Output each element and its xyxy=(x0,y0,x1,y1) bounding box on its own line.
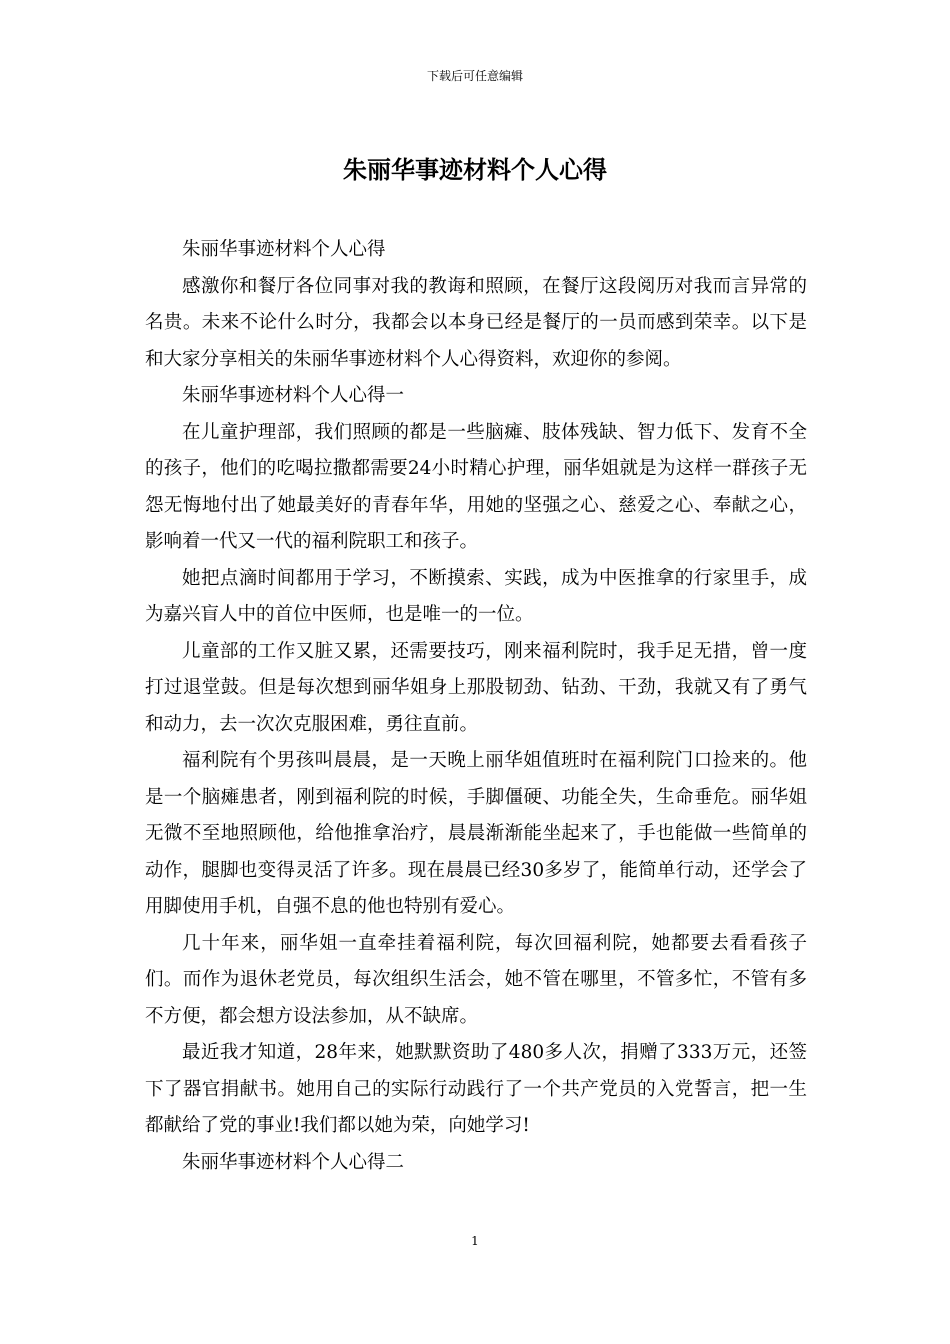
paragraph: 在儿童护理部，我们照顾的都是一些脑瘫、肢体残缺、智力低下、发育不全的孩子，他们的吃喝拉撒都需要24小时精心护理，丽华姐就是为这样一群孩子无怨无悔地付出了她最美好的青春年华，用她的坚强之心、慈爱之心、奉献之心，影响着一代又一代的福利院职工和孩子。 xyxy=(145,421,807,552)
document-title: 朱丽华事迹材料个人心得 xyxy=(343,155,607,184)
paragraph: 她把点滴时间都用于学习，不断摸索、实践，成为中医推拿的行家里手，成为嘉兴盲人中的首位中医师，也是唯一的一位。 xyxy=(145,567,807,625)
paragraph-intro-heading: 朱丽华事迹材料个人心得 xyxy=(182,239,386,260)
paragraph-intro: 感激你和餐厅各位同事对我的教诲和照顾，在餐厅这段阅历对我而言异常的名贵。未来不论什么时分，我都会以本身已经是餐厅的一员而感到荣幸。以下是和大家分享相关的朱丽华事迹材料个人心得资料，欢迎你的参阅。 xyxy=(145,275,807,370)
paragraph: 最近我才知道，28年来，她默默资助了480多人次，捐赠了333万元，还签下了器官捐献书。她用自己的实际行动践行了一个共产党员的入党誓言，把一生都献给了党的事业!我们都以她为荣，向她学习! xyxy=(145,1042,807,1136)
paragraph: 儿童部的工作又脏又累，还需要技巧，刚来福利院时，我手足无措，曾一度打过退堂鼓。但是每次想到丽华姐身上那股韧劲、钻劲、干劲，我就又有了勇气和动力，去一次次克服困难，勇往直前。 xyxy=(145,640,807,735)
document-body xyxy=(145,232,807,1181)
header-note: 下载后可任意编辑 xyxy=(426,69,523,83)
page-number: 1 xyxy=(471,1234,479,1248)
paragraph: 几十年来，丽华姐一直牵挂着福利院，每次回福利院，她都要去看看孩子们。而作为退休老党员，每次组织生活会，她不管在哪里，不管多忙，不管有多不方便，都会想方设法参加，从不缺席。 xyxy=(145,932,807,1027)
section-heading-1: 朱丽华事迹材料个人心得一 xyxy=(182,385,405,406)
paragraph: 福利院有个男孩叫晨晨，是一天晚上丽华姐值班时在福利院门口捡来的。他是一个脑瘫患者，刚到福利院的时候，手脚僵硬、功能全失，生命垂危。丽华姐无微不至地照顾他，给他推拿治疗，晨晨渐渐能坐起来了，手也能做一些简单的动作，腿脚也变得灵活了许多。现在晨晨已经30多岁了，能简单行动，还学会了用脚使用手机，自强不息的他也特别有爱心。 xyxy=(145,750,807,917)
section-heading-2: 朱丽华事迹材料个人心得二 xyxy=(182,1151,405,1173)
